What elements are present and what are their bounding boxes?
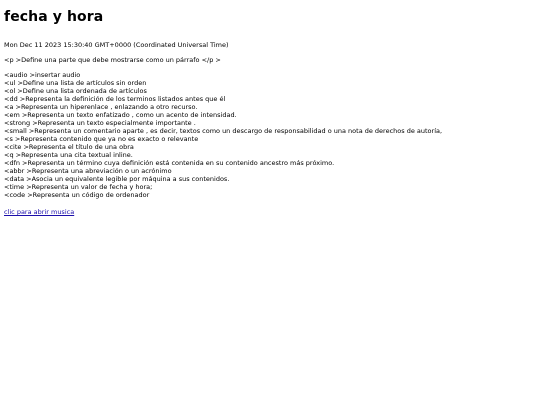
paragraph-tag-description: <p >Define una parte que debe mostrarse como un párrafo </p > <box>4 56 221 64</box>
tag-description-audio: <audio >insertar audio <box>4 71 81 79</box>
tag-description-abbr: <abbr >Representa una abreviación o un acrónimo <box>4 167 172 175</box>
tag-description-time: <time >Representa un valor de fecha y hora; <box>4 183 153 191</box>
tag-description-dfn: <dfn >Representa un término cuya definición está contenida en su contenido ancestro más próximo. <box>4 159 335 167</box>
tag-description-em: <em >Representa un texto enfatizado , como un acento de intensidad. <box>4 111 237 119</box>
tag-description-strong: <strong >Representa un texto especialmente importante . <box>4 119 196 127</box>
tag-description-list <box>4 71 540 218</box>
tag-description-s: <s >Representa contenido que ya no es exacto o relevante <box>4 135 199 143</box>
tag-description-small: <small >Representa un comentario aparte , es decir, textos como un descargo de responsabilidad o una nota de derechos de autoría, <box>4 127 443 135</box>
tag-description-ul: <ul >Define una lista de artículos sin orden <box>4 79 147 87</box>
tag-description-cite: <cite >Representa el título de una obra <box>4 143 134 151</box>
tag-description-ol: <ol >Define una lista ordenada de artículos <box>4 87 147 95</box>
page-title: fecha y hora <box>4 9 104 25</box>
current-datetime: Mon Dec 11 2023 15:30:40 GMT+0000 (Coordinated Universal Time) <box>4 41 229 49</box>
tag-description-dd: <dd >Representa la definición de los terminos listados antes que él <box>4 95 226 103</box>
tag-description-q: <q >Representa una cita textual inline. <box>4 151 133 159</box>
tag-description-code: <code >Representa un código de ordenador <box>4 191 150 199</box>
tag-description-a: <a >Representa un hiperenlace , enlazando a otro recurso. <box>4 103 198 111</box>
open-music-link[interactable]: clic para abrir musica <box>4 208 75 216</box>
tag-description-data: <data >Asocia un equivalente legible por máquina a sus contenidos. <box>4 175 230 183</box>
